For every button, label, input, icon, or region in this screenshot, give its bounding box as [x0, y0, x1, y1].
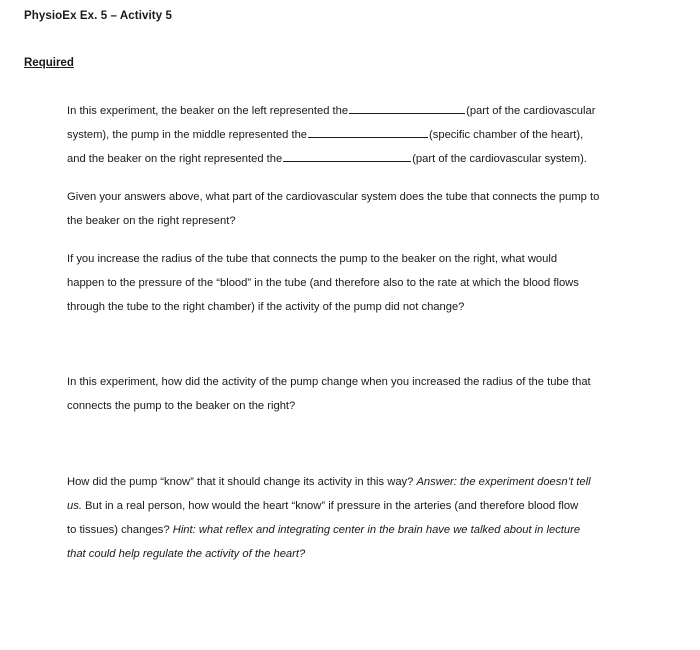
- question-line: If you increase the radius of the tube that connects the pump to the beaker on the right, what would: [67, 253, 558, 265]
- question-line: [67, 518, 657, 542]
- required-heading: Required: [24, 57, 74, 69]
- question-line: [67, 494, 657, 518]
- question-line: [67, 99, 657, 123]
- question-line: In this experiment, how did the activity of the pump change when you increased the radius of the tube that: [67, 376, 591, 388]
- question-line: happen to the pressure of the “blood” in the tube (and therefore also to the rate at which the blood flows: [67, 277, 579, 289]
- question-text: (specific chamber of the heart),: [429, 129, 584, 141]
- question-line: [67, 147, 657, 171]
- question-fill-in-blanks: [67, 99, 657, 171]
- question-line: the beaker on the right represent?: [67, 215, 236, 227]
- question-text: to tissues) changes?: [67, 524, 170, 536]
- answer-blank-right-beaker[interactable]: [283, 149, 411, 162]
- question-radius-pressure: [67, 247, 657, 319]
- answer-blank-left-beaker[interactable]: [349, 101, 465, 114]
- question-text: (part of the cardiovascular: [466, 105, 596, 117]
- answer-note: Answer: the experiment doesn’t tell: [416, 476, 591, 488]
- question-pump-activity: [67, 370, 657, 418]
- question-text: (part of the cardiovascular system).: [412, 153, 587, 165]
- question-text: But in a real person, how would the heart “know” if pressure in the arteries (and therefore blood flow: [85, 500, 579, 512]
- question-line: [67, 470, 657, 494]
- question-pump-know: [67, 470, 657, 566]
- question-line: [67, 123, 657, 147]
- question-text: system), the pump in the middle represented the: [67, 129, 308, 141]
- hint-text: that could help regulate the activity of the heart?: [67, 548, 306, 560]
- question-tube-represent: [67, 185, 657, 233]
- question-text: How did the pump “know” that it should change its activity in this way?: [67, 476, 414, 488]
- page-title: PhysioEx Ex. 5 – Activity 5: [24, 10, 173, 22]
- answer-note: us.: [67, 500, 82, 512]
- question-line: connects the pump to the beaker on the right?: [67, 400, 296, 412]
- question-text: In this experiment, the beaker on the left represented the: [67, 105, 349, 117]
- answer-blank-pump[interactable]: [308, 125, 428, 138]
- question-line: through the tube to the right chamber) if the activity of the pump did not change?: [67, 301, 465, 313]
- question-text: and the beaker on the right represented the: [67, 153, 283, 165]
- hint-text: Hint: what reflex and integrating center in the brain have we talked about in lecture: [172, 524, 581, 536]
- question-line: Given your answers above, what part of the cardiovascular system does the tube that connects the pump to: [67, 191, 600, 203]
